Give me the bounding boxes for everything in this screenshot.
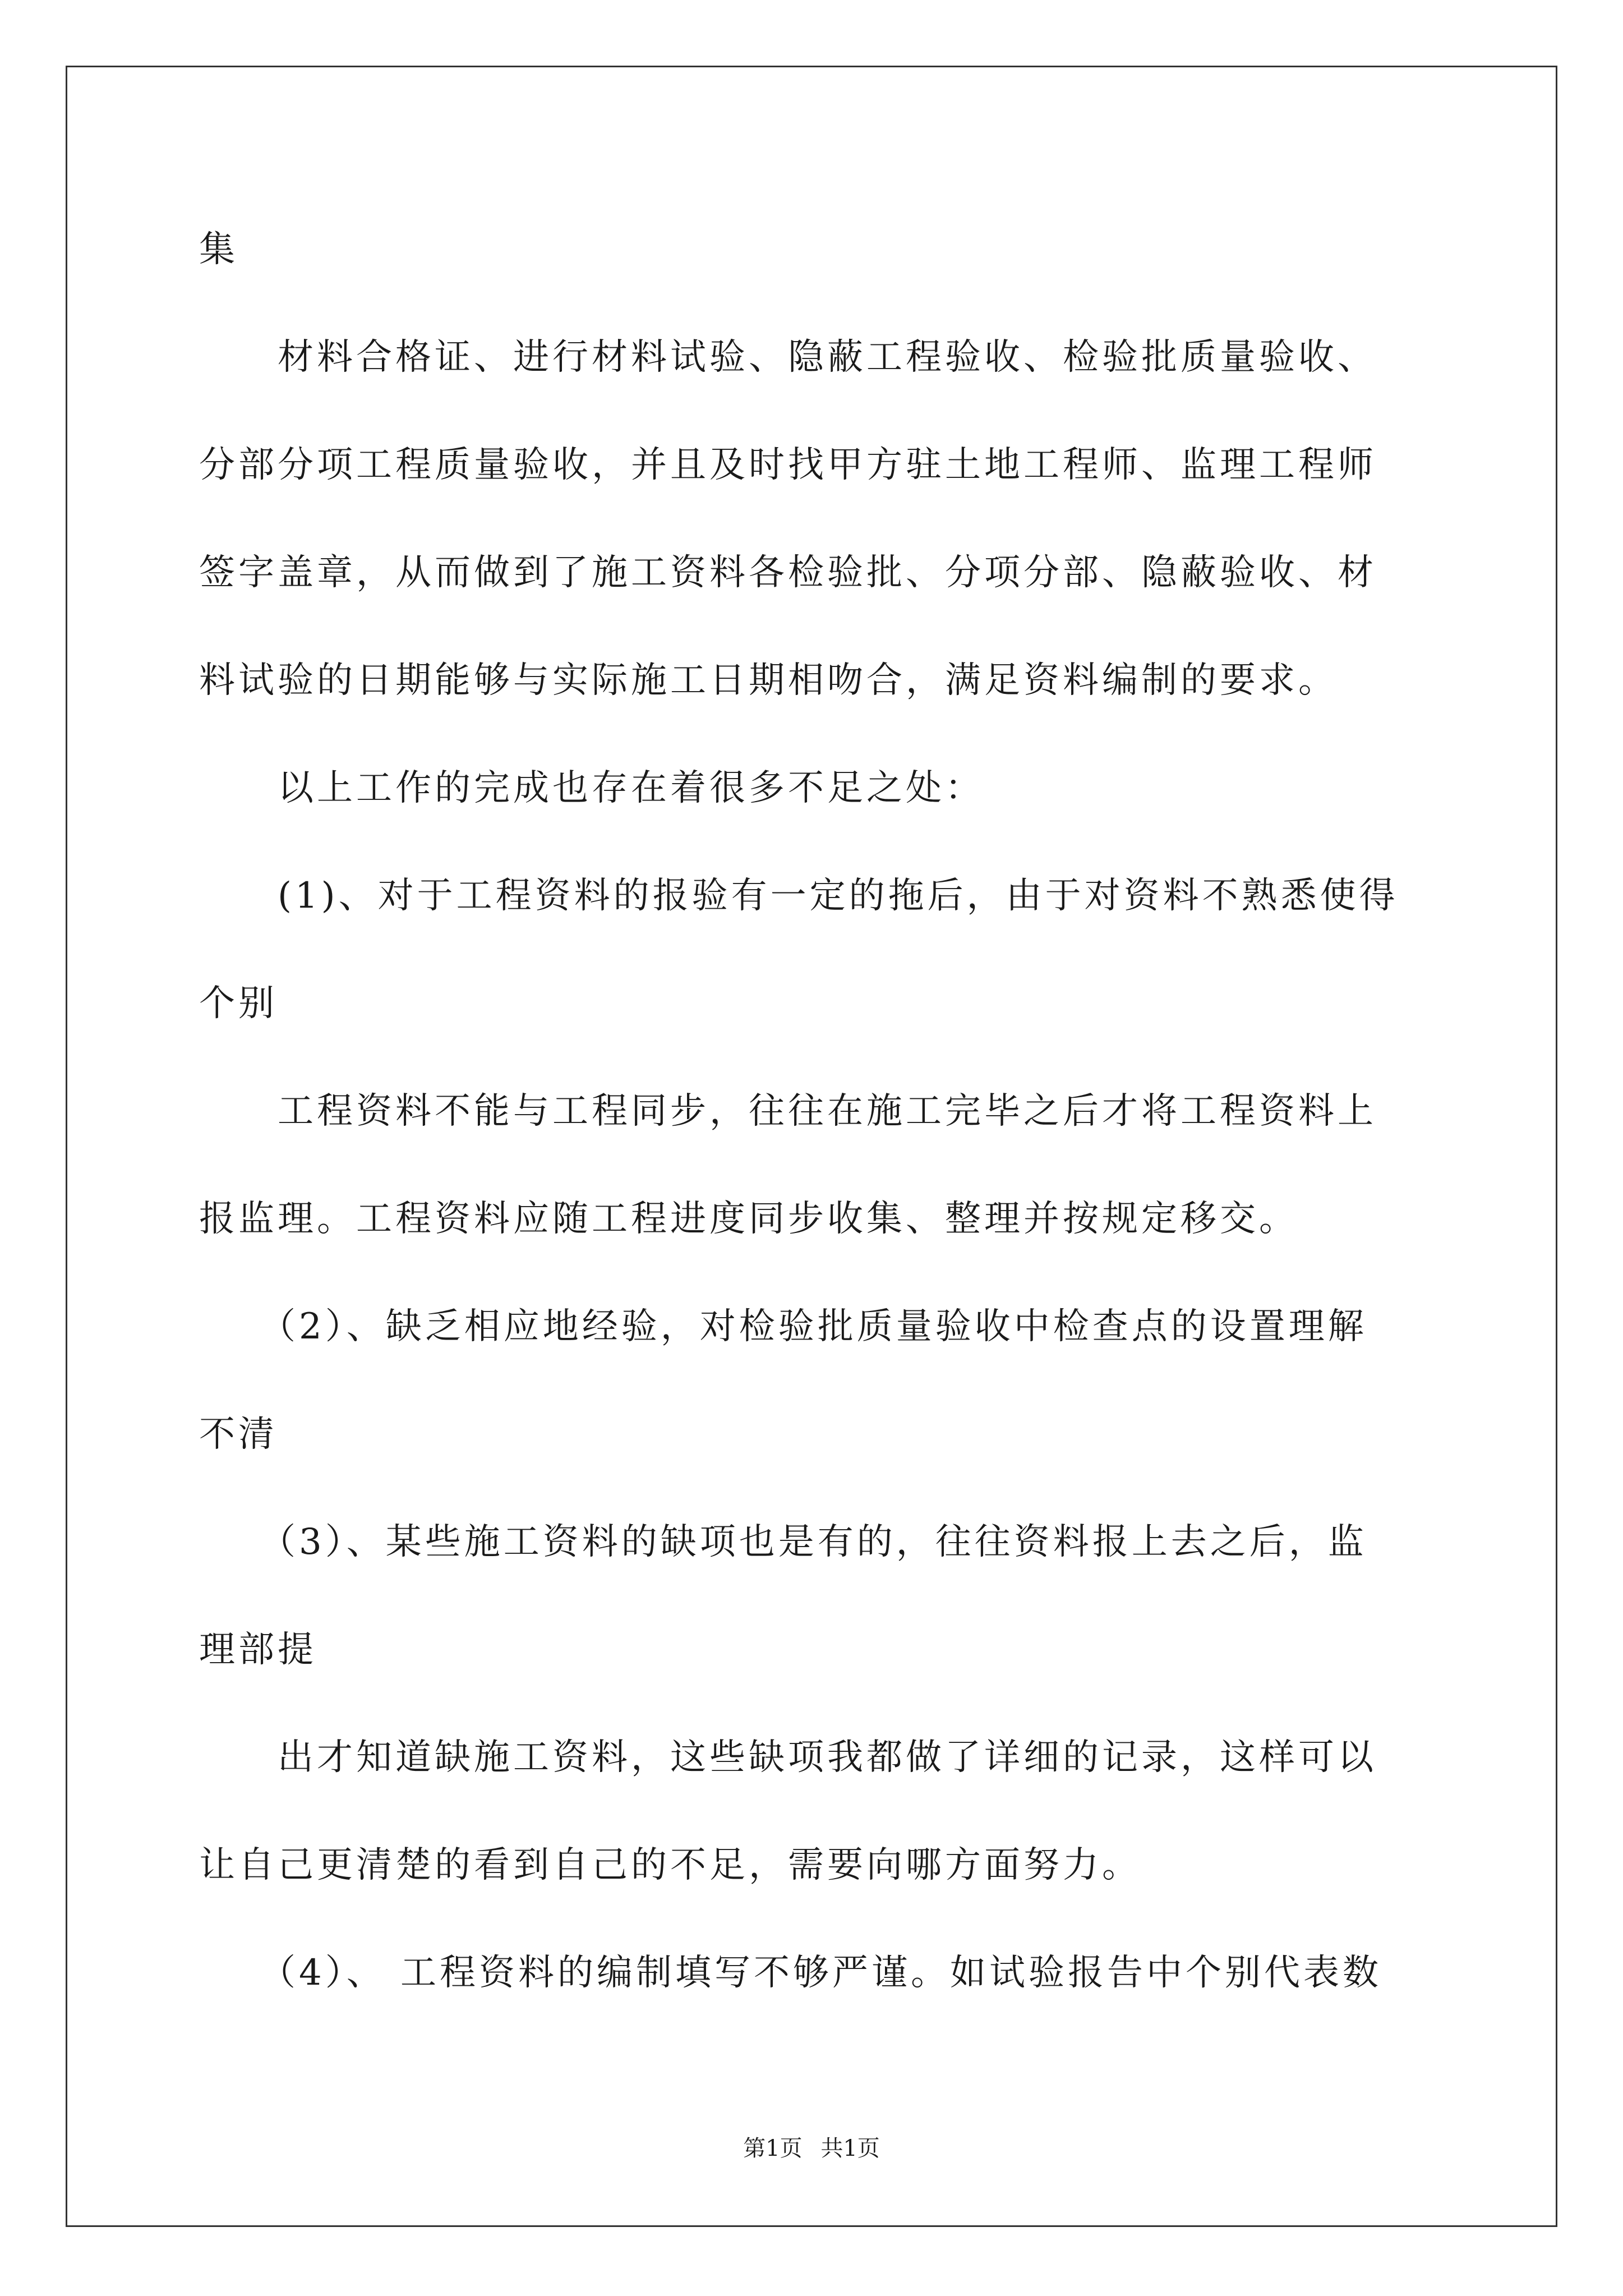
text-line: (1)、对于工程资料的报验有一定的拖后，由于对资料不熟悉使得 (199, 875, 1399, 917)
text-line: 料试验的日期能够与实际施工日期相吻合，满足资料编制的要求。 (199, 660, 1338, 701)
text-line: 报监理。工程资料应随工程进度同步收集、整理并按规定移交。 (199, 1198, 1298, 1240)
text-line: 理部提 (199, 1629, 317, 1671)
text-line: （3）、某些施工资料的缺项也是有的，往往资料报上去之后，监 (199, 1521, 1367, 1563)
text-line: 不清 (199, 1414, 278, 1455)
page-total: 共1页 (820, 2136, 880, 2161)
page-frame (66, 66, 1557, 2227)
text-line: 个别 (199, 983, 278, 1024)
page-footer (0, 2134, 1623, 2162)
text-line: （2）、缺乏相应地经验，对检验批质量验收中检查点的设置理解 (199, 1306, 1367, 1347)
page-number: 第1页 (743, 2136, 803, 2161)
text-line: （4）、 工程资料的编制填写不够严谨。如试验报告中个别代表数 (199, 1952, 1382, 1994)
text-line: 分部分项工程质量验收，并且及时找甲方驻土地工程师、监理工程师 (199, 444, 1377, 486)
text-line: 让自己更清楚的看到自己的不足，需要向哪方面努力。 (199, 1844, 1141, 1886)
text-line: 材料合格证、进行材料试验、隐蔽工程验收、检验批质量验收、 (199, 337, 1377, 378)
text-line: 集 (199, 229, 238, 270)
text-line: 工程资料不能与工程同步，往往在施工完毕之后才将工程资料上 (199, 1091, 1377, 1132)
text-line: 签字盖章，从而做到了施工资料各检验批、分项分部、隐蔽验收、材 (199, 552, 1377, 593)
text-line: 出才知道缺施工资料，这些缺项我都做了详细的记录，这样可以 (199, 1737, 1377, 1778)
text-line: 以上工作的完成也存在着很多不足之处： (199, 767, 984, 809)
